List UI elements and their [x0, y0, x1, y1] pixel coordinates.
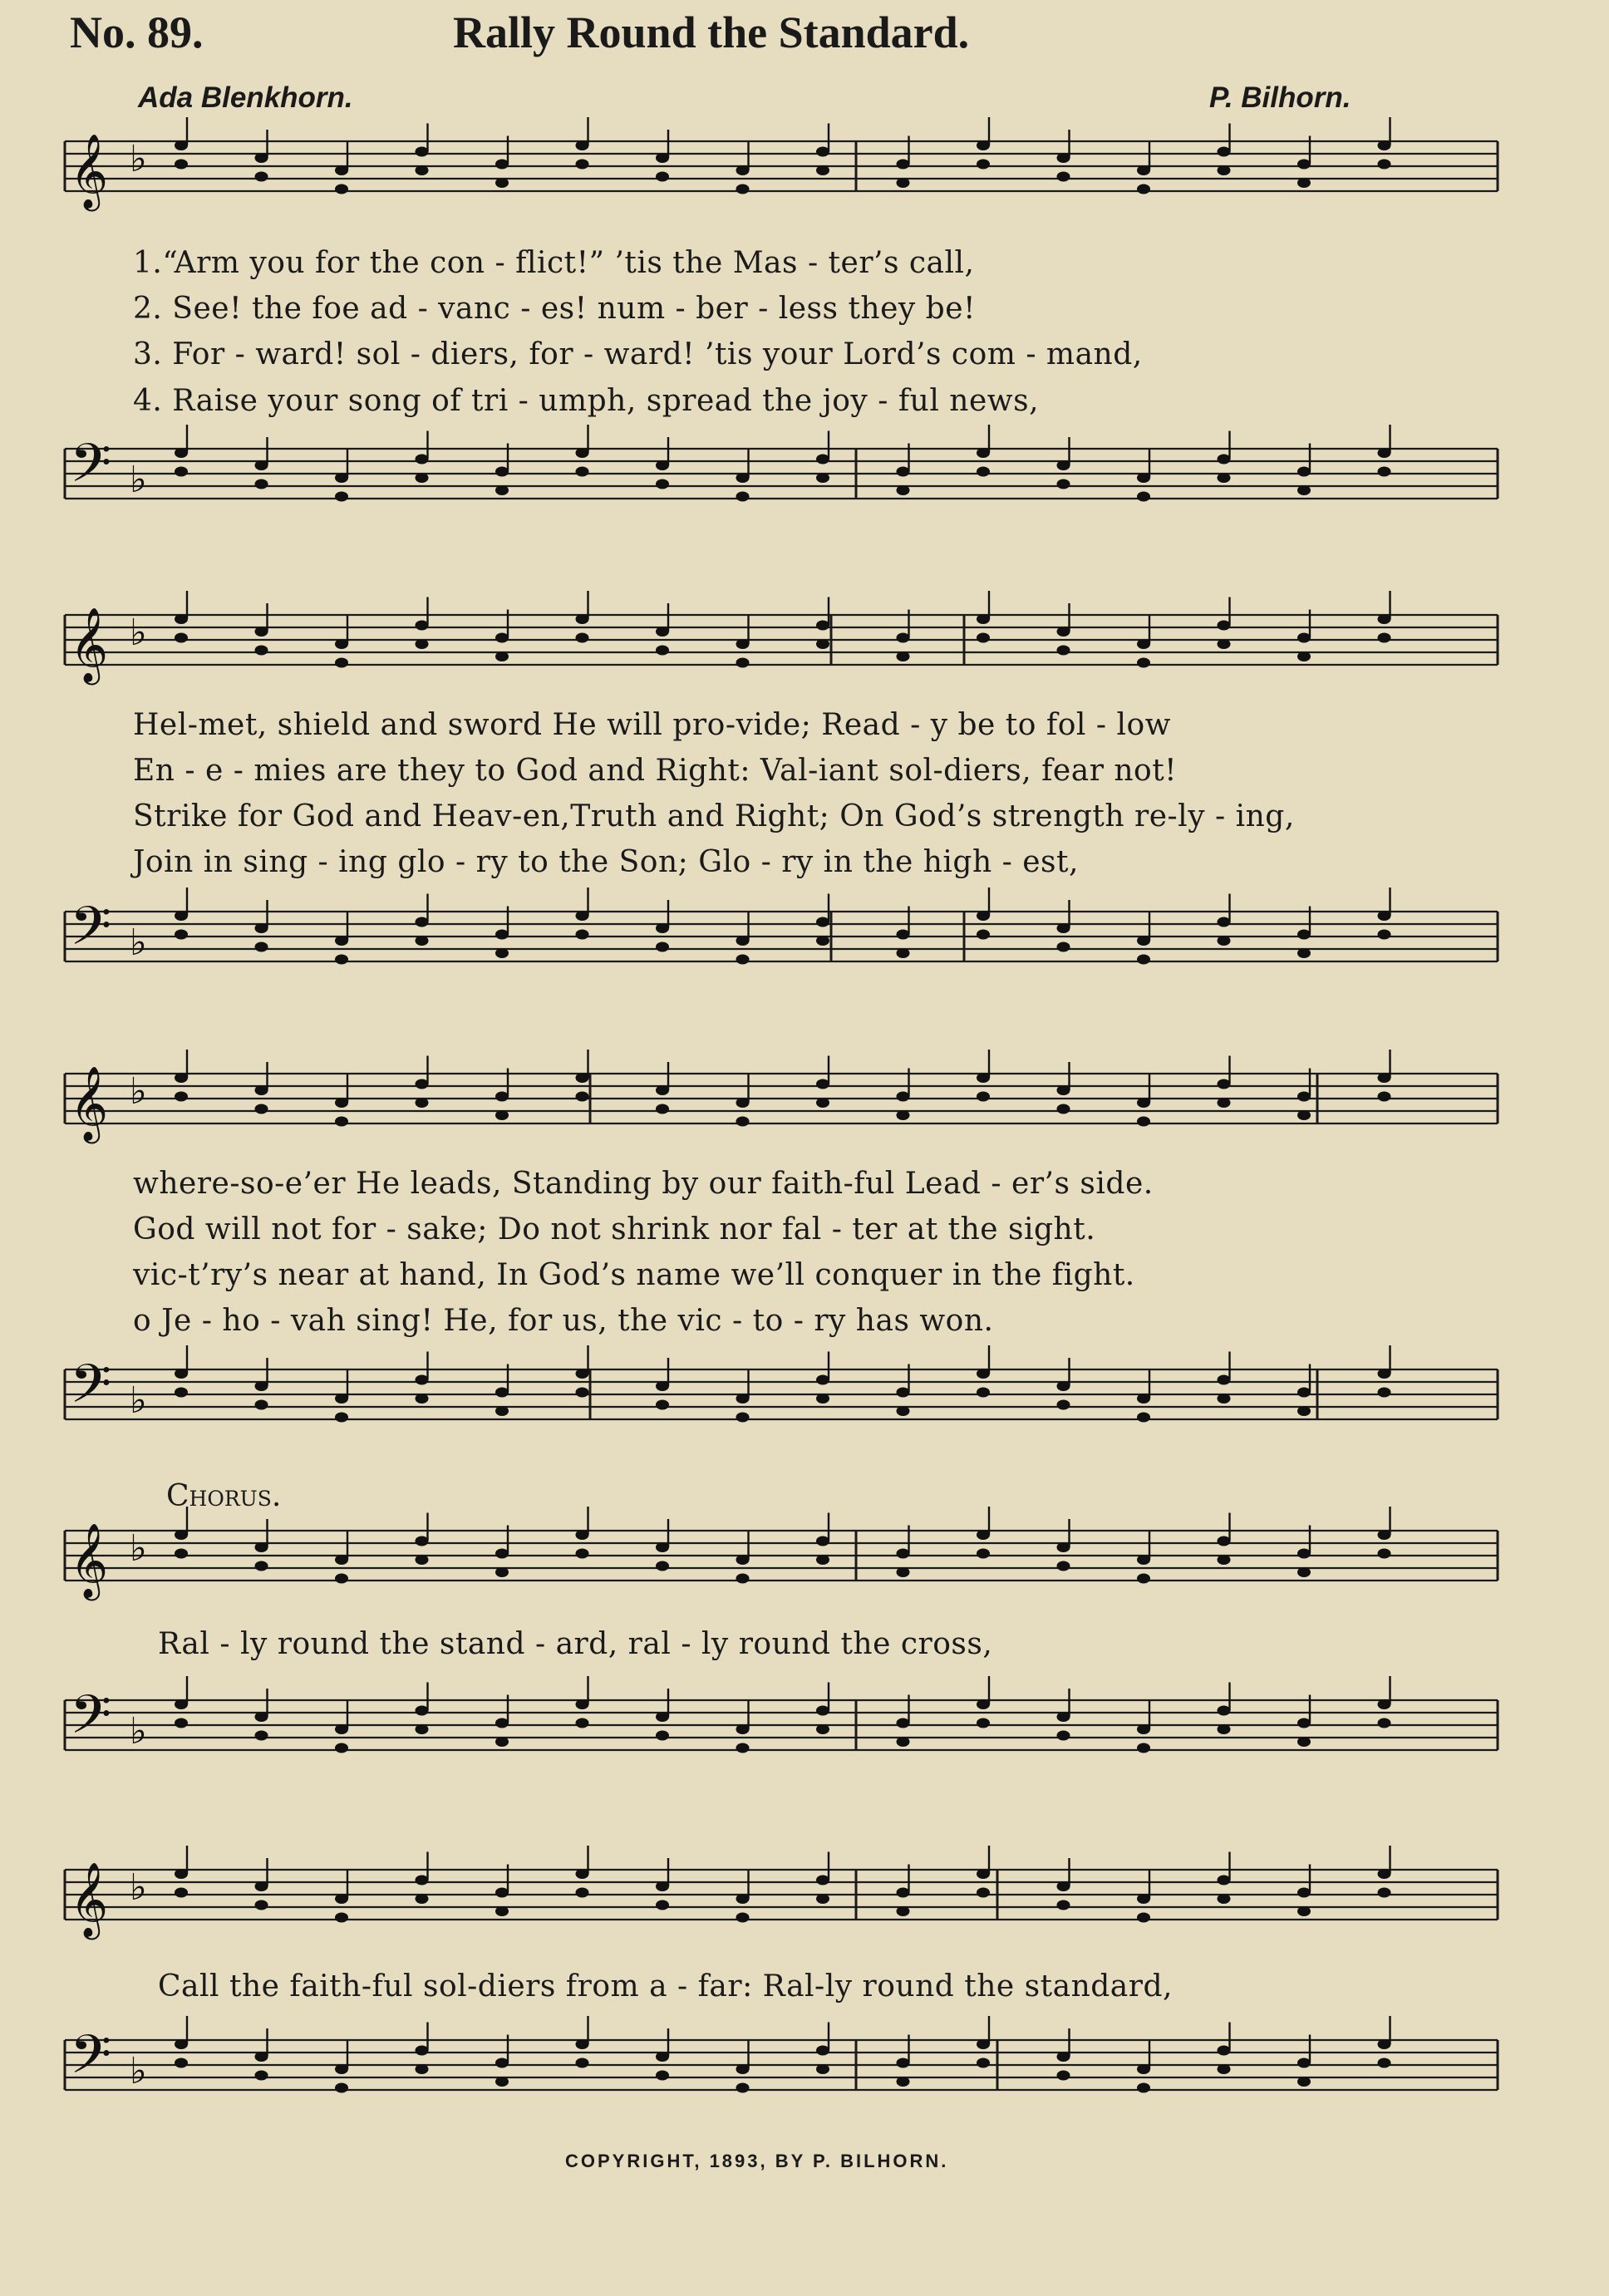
staff-chorus-1-bass [0, 1684, 1609, 1783]
lyric-chorus-line1: Ral - ly round the stand - ard, ral - ly round the cross, [158, 1627, 993, 1661]
lyric-v3-line3: vic-t’ry’s near at hand, In God’s name we’ll conquer in the fight. [133, 1258, 1135, 1292]
lyric-v4-line2: Join in sing - ing glo - ry to the Son; Glo - ry in the high - est, [133, 845, 1079, 879]
lyric-v4-line1: 4. Raise your song of tri - umph, spread the joy - ful news, [133, 384, 1040, 418]
treble-clef-icon: 𝄞 [70, 607, 109, 682]
flat-key-signature-icon: ♭ [130, 1866, 147, 1909]
staff-chorus-2-treble [0, 1853, 1609, 1953]
flat-key-signature-icon: ♭ [130, 1070, 147, 1113]
staff-system-1-treble [0, 125, 1609, 224]
lyric-v2-line2: En - e - mies are they to God and Right: Val-iant sol-diers, fear not! [133, 754, 1178, 788]
chorus-label: Chorus. [166, 1479, 282, 1513]
bass-clef-icon: 𝄢 [70, 433, 112, 508]
staff-chorus-1-treble [0, 1514, 1609, 1614]
hymn-title: Rally Round the Standard. [453, 7, 970, 57]
bass-clef-icon: 𝄢 [70, 2024, 112, 2099]
lyric-v2-line3: God will not for - sake; Do not shrink nor fal - ter at the sight. [133, 1212, 1096, 1246]
treble-clef-icon: 𝄞 [70, 1066, 109, 1141]
staff-system-1-bass [0, 432, 1609, 532]
staff-system-2-treble [0, 598, 1609, 698]
flat-key-signature-icon: ♭ [130, 1379, 147, 1422]
composer-credit: P. Bilhorn. [1209, 81, 1351, 114]
lyric-v2-line1: 2. See! the foe ad - vanc - es! num - ber - less they be! [133, 292, 976, 326]
bass-clef-icon: 𝄢 [70, 1354, 112, 1428]
lyric-v1-line2: Hel-met, shield and sword He will pro-vide; Read - y be to fol - low [133, 708, 1171, 742]
hymn-number: No. 89. [70, 7, 204, 57]
flat-key-signature-icon: ♭ [130, 612, 147, 654]
treble-clef-icon: 𝄞 [70, 134, 109, 209]
lyric-v4-line3: o Je - ho - vah sing! He, for us, the vic - to - ry has won. [133, 1304, 994, 1338]
flat-key-signature-icon: ♭ [130, 922, 147, 964]
lyric-v3-line2: Strike for God and Heav-en,Truth and Right; On God’s strength re-ly - ing, [133, 799, 1295, 833]
flat-key-signature-icon: ♭ [130, 138, 147, 180]
treble-clef-icon: 𝄞 [70, 1862, 109, 1937]
flat-key-signature-icon: ♭ [130, 1710, 147, 1753]
flat-key-signature-icon: ♭ [130, 1527, 147, 1570]
staff-system-3-bass [0, 1353, 1609, 1453]
lyric-v1-line1: 1.“Arm you for the con - flict!” ’tis the Mas - ter’s call, [133, 246, 975, 280]
staff-chorus-2-bass [0, 2023, 1609, 2123]
lyricist-credit: Ada Blenkhorn. [138, 81, 353, 114]
treble-clef-icon: 𝄞 [70, 1523, 109, 1598]
staff-system-2-bass [0, 895, 1609, 995]
copyright-notice: COPYRIGHT, 1893, BY P. BILHORN. [565, 2151, 949, 2171]
bass-clef-icon: 𝄢 [70, 1684, 112, 1759]
bass-clef-icon: 𝄢 [70, 896, 112, 971]
staff-system-3-treble [0, 1057, 1609, 1157]
flat-key-signature-icon: ♭ [130, 2050, 147, 2092]
lyric-chorus-line2: Call the faith-ful sol-diers from a - far: Ral-ly round the standard, [158, 1969, 1173, 2003]
lyric-v3-line1: 3. For - ward! sol - diers, for - ward! ’tis your Lord’s com - mand, [133, 337, 1143, 371]
lyric-v1-line3: where-so-e’er He leads, Standing by our faith-ful Lead - er’s side. [133, 1167, 1154, 1201]
flat-key-signature-icon: ♭ [130, 459, 147, 501]
